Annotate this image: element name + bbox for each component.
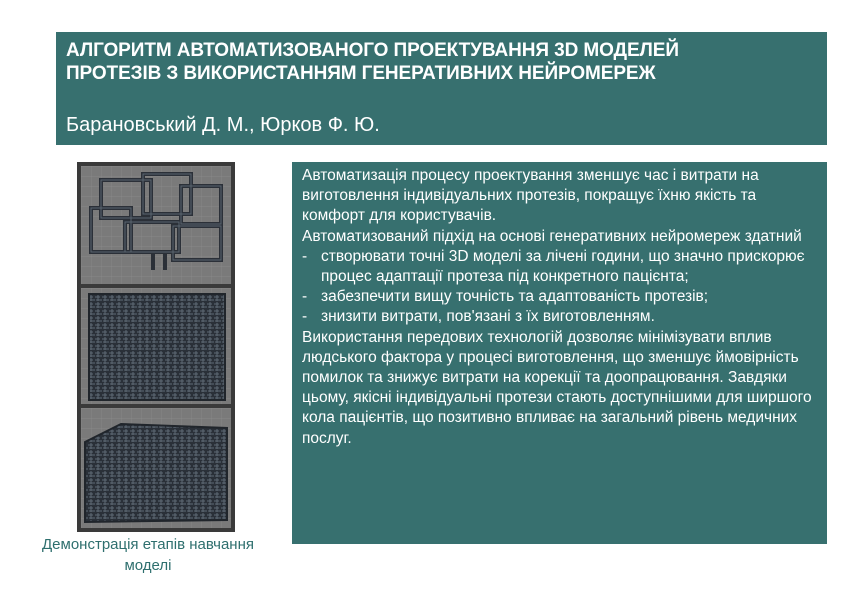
stage-1-render: [81, 166, 231, 284]
training-stages-figure: [77, 162, 235, 532]
model-renders: [81, 166, 231, 528]
stage-3-render: [81, 408, 231, 528]
bullet-dash: -: [302, 288, 308, 306]
title-line-2: ПРОТЕЗІВ З ВИКОРИСТАННЯМ ГЕНЕРАТИВНИХ НЕЙРОМЕРЕЖ: [66, 63, 656, 84]
stage-2-render: [81, 288, 231, 404]
figure-caption: [22, 534, 274, 576]
list-item: [302, 307, 817, 327]
list-item-text: створювати точні 3D моделі за лічені години, що значно прискорює процес адаптації протеза під конкретного пацієнта;: [321, 247, 805, 286]
list-item: [302, 287, 817, 307]
list-item-text: знизити витрати, пов'язані з їх виготовленням.: [321, 308, 655, 326]
title-line-1: АЛГОРИТМ АВТОМАТИЗОВАНОГО ПРОЕКТУВАННЯ 3D МОДЕЛЕЙ: [66, 40, 679, 61]
bullet-dash: -: [302, 247, 308, 265]
conclusion-paragraph: Використання передових технологій дозволяє мінімізувати вплив людського фактора у процесі виготовлення, що зменшує ймовірність помилок та знижує витрати на корекції та доопрацювання. Завдяки цьому, якісні індивідуальні протези стають доступнішими для ширшого кола пацієнтів, що позитивно впливає на загальний рівень медичних послуг.: [302, 328, 812, 447]
page-title: [66, 39, 817, 85]
description-panel: [292, 162, 827, 544]
list-item: [302, 247, 817, 287]
caption-line-2: моделі: [124, 557, 172, 574]
caption-line-1: Демонстрація етапів навчання: [42, 536, 254, 553]
title-banner: [56, 32, 827, 145]
intro-paragraph: Автоматизація процесу проектування зменшує час і витрати на виготовлення індивідуальних протезів, покращує їхню якість та комфорт для користувачів.: [302, 167, 759, 225]
lead-paragraph: Автоматизований підхід на основі генеративних нейромереж здатний: [302, 227, 802, 245]
bullet-dash: -: [302, 308, 308, 326]
authors: Барановський Д. М., Юрков Ф. Ю.: [66, 114, 380, 136]
list-item-text: забезпечити вищу точність та адаптованість протезів;: [321, 288, 709, 306]
capabilities-list: [302, 247, 817, 328]
